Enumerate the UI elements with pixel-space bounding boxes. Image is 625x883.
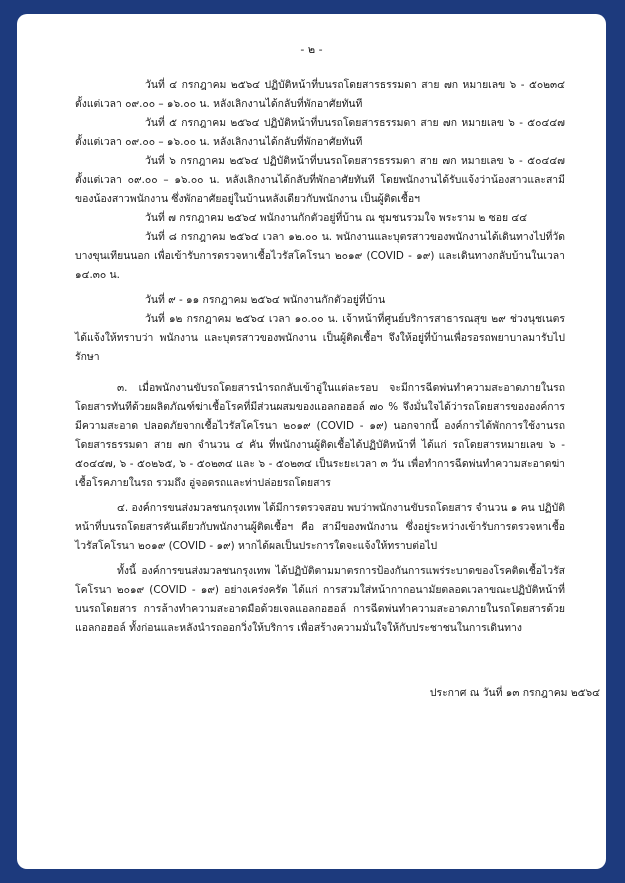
- paragraph-jul-12: วันที่ ๑๒ กรกฎาคม ๒๕๖๔ เวลา ๑๐.๐๐ น. เจ้าหน้าที่ศูนย์บริการสาธารณสุข ๒๙ ช่วงนุชเนตร ได้แจ้งให้ทราบว่า พนักงาน และบุตรสาวของพนักงาน เป็นผู้ติดเชื้อฯ จึงให้อยู่ที่บ้านเพื่อรอรถพยาบาลมารับไปรักษา: [75, 313, 565, 363]
- paragraph-conclusion: ทั้งนี้ องค์การขนส่งมวลชนกรุงเทพ ได้ปฏิบัติตามมาตรการป้องกันการแพร่ระบาดของโรคติดเชื้อไวรัสโคโรนา ๒๐๑๙ (COVID - ๑๙) อย่างเคร่งครัด ได้แก่ การสวมใส่หน้ากากอนามัยตลอดเวลาขณะปฏิบัติหน้าที่บนรถโดยสาร การล้างทำความสะอาดมือด้วยเจลแอลกอฮอล์ การฉีดพ่นทำความสะอาดภายในรถโดยสารด้วยแอลกอฮอล์ ทั้งก่อนและหลังนำรถออกวิ่งให้บริการ เพื่อสร้างความมั่นใจให้กับประชาชนในการเดินทาง: [75, 565, 565, 634]
- paragraph-jul-8: วันที่ ๘ กรกฎาคม ๒๕๖๔ เวลา ๑๒.๐๐ น. พนักงานและบุตรสาวของพนักงานได้เดินทางไปที่วัดบางขุนเทียนนอก เพื่อเข้ารับการตรวจหาเชื้อไวรัสโคโรนา ๒๐๑๙ (COVID - ๑๙) และเดินทางกลับบ้านในเวลา ๑๔.๓๐ น.: [75, 231, 565, 281]
- paragraph-item-4: ๔. องค์การขนส่งมวลชนกรุงเทพ ได้มีการตรวจสอบ พบว่าพนักงานขับรถโดยสาร จำนวน ๑ คน ปฏิบัติหน้าที่บนรถโดยสารคันเดียวกับพนักงานผู้ติดเชื้อฯ คือ สามีของพนักงาน ซึ่งอยู่ระหว่างเข้ารับการตรวจหาเชื้อไวรัสโคโรนา ๒๐๑๙ (COVID - ๑๙) หากได้ผลเป็นประการใดจะแจ้งให้ทราบต่อไป: [75, 502, 565, 552]
- paragraph-jul-4: วันที่ ๔ กรกฎาคม ๒๕๖๔ ปฏิบัติหน้าที่บนรถโดยสารธรรมดา สาย ๗ก หมายเลข ๖ - ๕๐๒๓๔ ตั้งแต่เวลา ๐๙.๐๐ – ๑๖.๐๐ น. หลังเลิกงานได้กลับที่พักอาศัยทันที: [75, 79, 565, 110]
- paragraph-jul-6: วันที่ ๖ กรกฎาคม ๒๕๖๔ ปฏิบัติหน้าที่บนรถโดยสารธรรมดา สาย ๗ก หมายเลข ๖ - ๕๐๔๔๗ ตั้งแต่เวลา ๐๙.๐๐ – ๑๖.๐๐ น. หลังเลิกงานได้กลับที่พักอาศัยทันที โดยพนักงานได้รับแจ้งว่าน้องสาวและสามีของน้องสาวพนักงาน ซึ่งพักอาศัยอยู่ในบ้านหลังเดียวกับพนักงาน เป็นผู้ติดเชื้อฯ: [75, 155, 565, 205]
- announcement-line: [17, 684, 606, 703]
- page-number: - ๒ -: [300, 43, 323, 56]
- paragraph-jul-7: วันที่ ๗ กรกฎาคม ๒๕๖๔ พนักงานกักตัวอยู่ที่บ้าน ณ ชุมชนรวมใจ พระราม ๒ ซอย ๔๔: [145, 212, 528, 224]
- paragraph-jul-9-11: วันที่ ๙ - ๑๑ กรกฎาคม ๒๕๖๔ พนักงานกักตัวอยู่ที่บ้าน: [145, 294, 386, 306]
- document-body: [75, 76, 565, 638]
- paragraph-item-3: ๓. เมื่อพนักงานขับรถโดยสารนำรถกลับเข้าอู่ในแต่ละรอบ จะมีการฉีดพ่นทำความสะอาดภายในรถโดยสารทันทีด้วยผลิตภัณฑ์ฆ่าเชื้อโรคที่มีส่วนผสมของแอลกอฮอล์ ๗๐ % จึงมั่นใจได้ว่ารถโดยสารขององค์การมีความสะอาด ปลอดภัยจากเชื้อไวรัสโคโรนา ๒๐๑๙ (COVID - ๑๙) นอกจากนี้ องค์การได้พักการใช้งานรถโดยสารธรรมดา สาย ๗ก จำนวน ๔ คัน ที่พนักงานผู้ติดเชื้อได้ปฏิบัติหน้าที่ ได้แก่ รถโดยสารหมายเลข ๖ - ๕๐๔๔๗, ๖ - ๕๐๒๖๕, ๖ - ๕๐๒๓๔ และ ๖ - ๕๐๒๓๔ เป็นระยะเวลา ๓ วัน เพื่อทำการฉีดพ่นทำความสะอาดฆ่าเชื้อโรคภายในรถ รวมถึง อู่จอดรถและท่าปล่อยรถโดยสาร: [75, 382, 566, 489]
- document-page: [17, 14, 606, 869]
- announcement-date: ประกาศ ณ วันที่ ๑๓ กรกฎาคม ๒๕๖๔: [429, 687, 600, 699]
- paragraph-jul-5: วันที่ ๕ กรกฎาคม ๒๕๖๔ ปฏิบัติหน้าที่บนรถโดยสารธรรมดา สาย ๗ก หมายเลข ๖ - ๕๐๔๔๗ ตั้งแต่เวลา ๐๙.๐๐ – ๑๖.๐๐ น. หลังเลิกงานได้กลับที่พักอาศัยทันที: [75, 117, 565, 148]
